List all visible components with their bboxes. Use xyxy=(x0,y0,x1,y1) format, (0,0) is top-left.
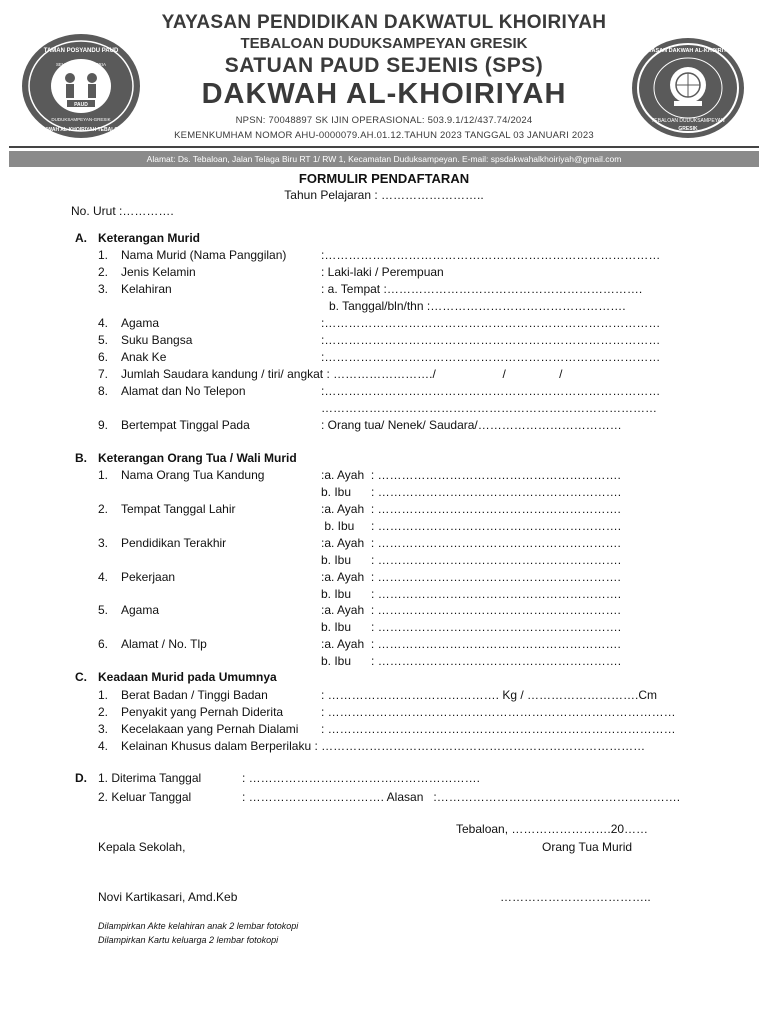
row-label: Jenis Kelamin xyxy=(121,265,196,279)
row-number: 4. xyxy=(98,570,109,584)
row-mother: b. Ibu : ……………………………………………………. xyxy=(321,620,622,634)
row-label: Agama xyxy=(121,316,160,330)
section-c-title: Keadaan Murid pada Umumnya xyxy=(98,670,277,684)
row-number: 1. xyxy=(98,468,109,482)
logo-paud-text: PAUD xyxy=(74,102,88,108)
logo2-region-text: TEBALOAN DUDUKSAMPEYAN xyxy=(651,118,725,124)
row-number: 9. xyxy=(98,418,109,432)
row-number: 6. xyxy=(98,637,109,651)
row-label: Kelainan Khusus dalam Berperilaku : ……………………………………………………………………… xyxy=(121,739,646,753)
row-value: :………………………………………………………………………… xyxy=(321,333,661,347)
section-b-title: Keterangan Orang Tua / Wali Murid xyxy=(98,451,297,465)
row-value: : ……………………………. Alasan :……………………………………………………. xyxy=(242,790,681,804)
row-number: 6. xyxy=(98,350,109,364)
row-label: Anak Ke xyxy=(121,350,167,364)
section-d-letter: D. xyxy=(75,771,87,785)
row-mother: b. Ibu : ……………………………………………………. xyxy=(321,553,622,567)
foundation-location: TEBALOAN DUDUKSAMPEYAN GRESIK xyxy=(240,35,528,52)
row-number: 2. xyxy=(98,705,109,719)
academic-year: Tahun Pelajaran : …………………….. xyxy=(284,188,484,202)
row-label: Kelahiran xyxy=(121,282,172,296)
parent-signature-line: ……………………………….. xyxy=(500,890,651,904)
row-value: :………………………………………………………………………… xyxy=(321,384,661,398)
row-label: Pendidikan Terakhir xyxy=(121,536,227,550)
school-name: DAKWAH AL-KHOIRIYAH xyxy=(201,78,567,110)
section-b-letter: B. xyxy=(75,451,87,465)
attachment-note: Dilampirkan Akte kelahiran anak 2 lembar fotokopi xyxy=(98,921,299,931)
yayasan-logo xyxy=(632,38,744,138)
row-mother: b. Ibu : ……………………………………………………. xyxy=(321,485,622,499)
row-father: :a. Ayah : ……………………………………………………. xyxy=(321,502,621,516)
section-a-title: Keterangan Murid xyxy=(98,231,201,245)
row-value: : Laki-laki / Perempuan xyxy=(321,265,444,279)
row-number: 3. xyxy=(98,722,109,736)
logo-motto-text: SEHAT-CERDAS-CERIA xyxy=(56,62,106,67)
row-number: 2. xyxy=(98,265,109,279)
section-c-letter: C. xyxy=(75,670,87,684)
row-value: : …………………………………………………. xyxy=(242,771,481,785)
row-value: : ……………………………………. Kg / ……………………….Cm xyxy=(321,688,658,702)
attachment-note: Dilampirkan Kartu keluarga 2 lembar fotokopi xyxy=(98,935,279,945)
row-label: Berat Badan / Tinggi Badan xyxy=(121,688,268,702)
row-value: b. Tanggal/bln/thn :…………………………………………. xyxy=(329,299,626,313)
row-father: :a. Ayah : ……………………………………………………. xyxy=(321,637,621,651)
row-label: Alamat dan No Telepon xyxy=(121,384,246,398)
row-number: 4. xyxy=(98,316,109,330)
posyandu-paud-logo xyxy=(22,34,140,138)
row-number: 3. xyxy=(98,282,109,296)
row-label: Tempat Tanggal Lahir xyxy=(121,502,236,516)
section-a-letter: A. xyxy=(75,231,87,245)
posyandu-paud-emblem xyxy=(22,34,140,138)
row-value: :………………………………………………………………………… xyxy=(321,350,661,364)
row-value: : a. Tempat :………………………………………………………. xyxy=(321,282,643,296)
unit-name: SATUAN PAUD SEJENIS (SPS) xyxy=(224,54,544,77)
row-label: Penyakit yang Pernah Diderita xyxy=(121,705,284,719)
row-father: :a. Ayah : ……………………………………………………. xyxy=(321,468,621,482)
row-value: :………………………………………………………………………… xyxy=(321,248,661,262)
permit-line: NPSN: 70048897 SK IJIN OPERASIONAL: 503.9.1/12/437.74/2024 xyxy=(235,115,533,126)
row-number: 5. xyxy=(98,603,109,617)
row-mother: b. Ibu : ……………………………………………………. xyxy=(321,654,622,668)
principal-name: Novi Kartikasari, Amd.Keb xyxy=(98,890,238,904)
row-father: :a. Ayah : ……………………………………………………. xyxy=(321,536,621,550)
logo2-top-text: YAYASAN DAKWAH AL-KHOIRIYAH xyxy=(641,48,735,54)
row-label: Suku Bangsa xyxy=(121,333,193,347)
row-label: Pekerjaan xyxy=(121,570,176,584)
row-label: Agama xyxy=(121,603,160,617)
row-label: 2. Keluar Tanggal xyxy=(98,790,192,804)
logo-top-text: TAMAN POSYANDU PAUD xyxy=(43,48,119,54)
decree-line: KEMENKUMHAM NOMOR AHU-0000079.AH.01.12.TAHUN 2023 TANGGAL 03 JANUARI 2023 xyxy=(174,130,594,141)
row-number: 2. xyxy=(98,502,109,516)
parent-label: Orang Tua Murid xyxy=(542,840,633,854)
logo2-city-text: GRESIK xyxy=(678,126,698,132)
row-value: :………………………………………………………………………… xyxy=(321,316,661,330)
order-number: No. Urut :…………. xyxy=(71,204,174,218)
logo-region-text: DUDUKSAMPEYAN-GRESIK xyxy=(51,117,111,122)
address-bar: Alamat: Ds. Tebaloan, Jalan Telaga Biru RT 1/ RW 1, Kecamatan Duduksampeyan. E-mail: spsdakwahalkhoiriyah@gmail.com xyxy=(9,151,759,167)
row-label: Alamat / No. Tlp xyxy=(121,637,207,651)
row-label: Nama Orang Tua Kandung xyxy=(121,468,265,482)
row-label: Bertempat Tinggal Pada xyxy=(121,418,250,432)
row-father: :a. Ayah : ……………………………………………………. xyxy=(321,570,621,584)
row-number: 4. xyxy=(98,739,109,753)
place-date: Tebaloan, …………………….20…… xyxy=(456,822,649,836)
row-mother: b. Ibu : ……………………………………………………. xyxy=(321,519,622,533)
row-label: Jumlah Saudara kandung / tiri/ angkat : ……………………./ / / xyxy=(121,367,563,381)
foundation-name: YAYASAN PENDIDIKAN DAKWATUL KHOIRIYAH xyxy=(161,12,607,33)
row-label: 1. Diterima Tanggal xyxy=(98,771,202,785)
yayasan-emblem xyxy=(632,38,744,138)
logo-bottom-text: DAKWAH AL-KHOIRIYAH TEBALOAN xyxy=(36,127,126,133)
row-label: Nama Murid (Nama Panggilan) xyxy=(121,248,287,262)
header-rule xyxy=(9,146,759,148)
row-label: Kecelakaan yang Pernah Dialami xyxy=(121,722,299,736)
row-number: 1. xyxy=(98,248,109,262)
row-number: 8. xyxy=(98,384,109,398)
row-value: ………………………………………………………………………… xyxy=(321,401,657,415)
row-number: 7. xyxy=(98,367,109,381)
row-number: 5. xyxy=(98,333,109,347)
row-father: :a. Ayah : ……………………………………………………. xyxy=(321,603,621,617)
row-value: : Orang tua/ Nenek/ Saudara/……………………………… xyxy=(321,418,622,432)
form-title: FORMULIR PENDAFTARAN xyxy=(298,171,470,186)
row-value: : …………………………………………………………………………… xyxy=(321,705,676,719)
row-number: 3. xyxy=(98,536,109,550)
row-number: 1. xyxy=(98,688,109,702)
row-value: : …………………………………………………………………………… xyxy=(321,722,676,736)
row-mother: b. Ibu : ……………………………………………………. xyxy=(321,587,622,601)
principal-label: Kepala Sekolah, xyxy=(98,840,186,854)
